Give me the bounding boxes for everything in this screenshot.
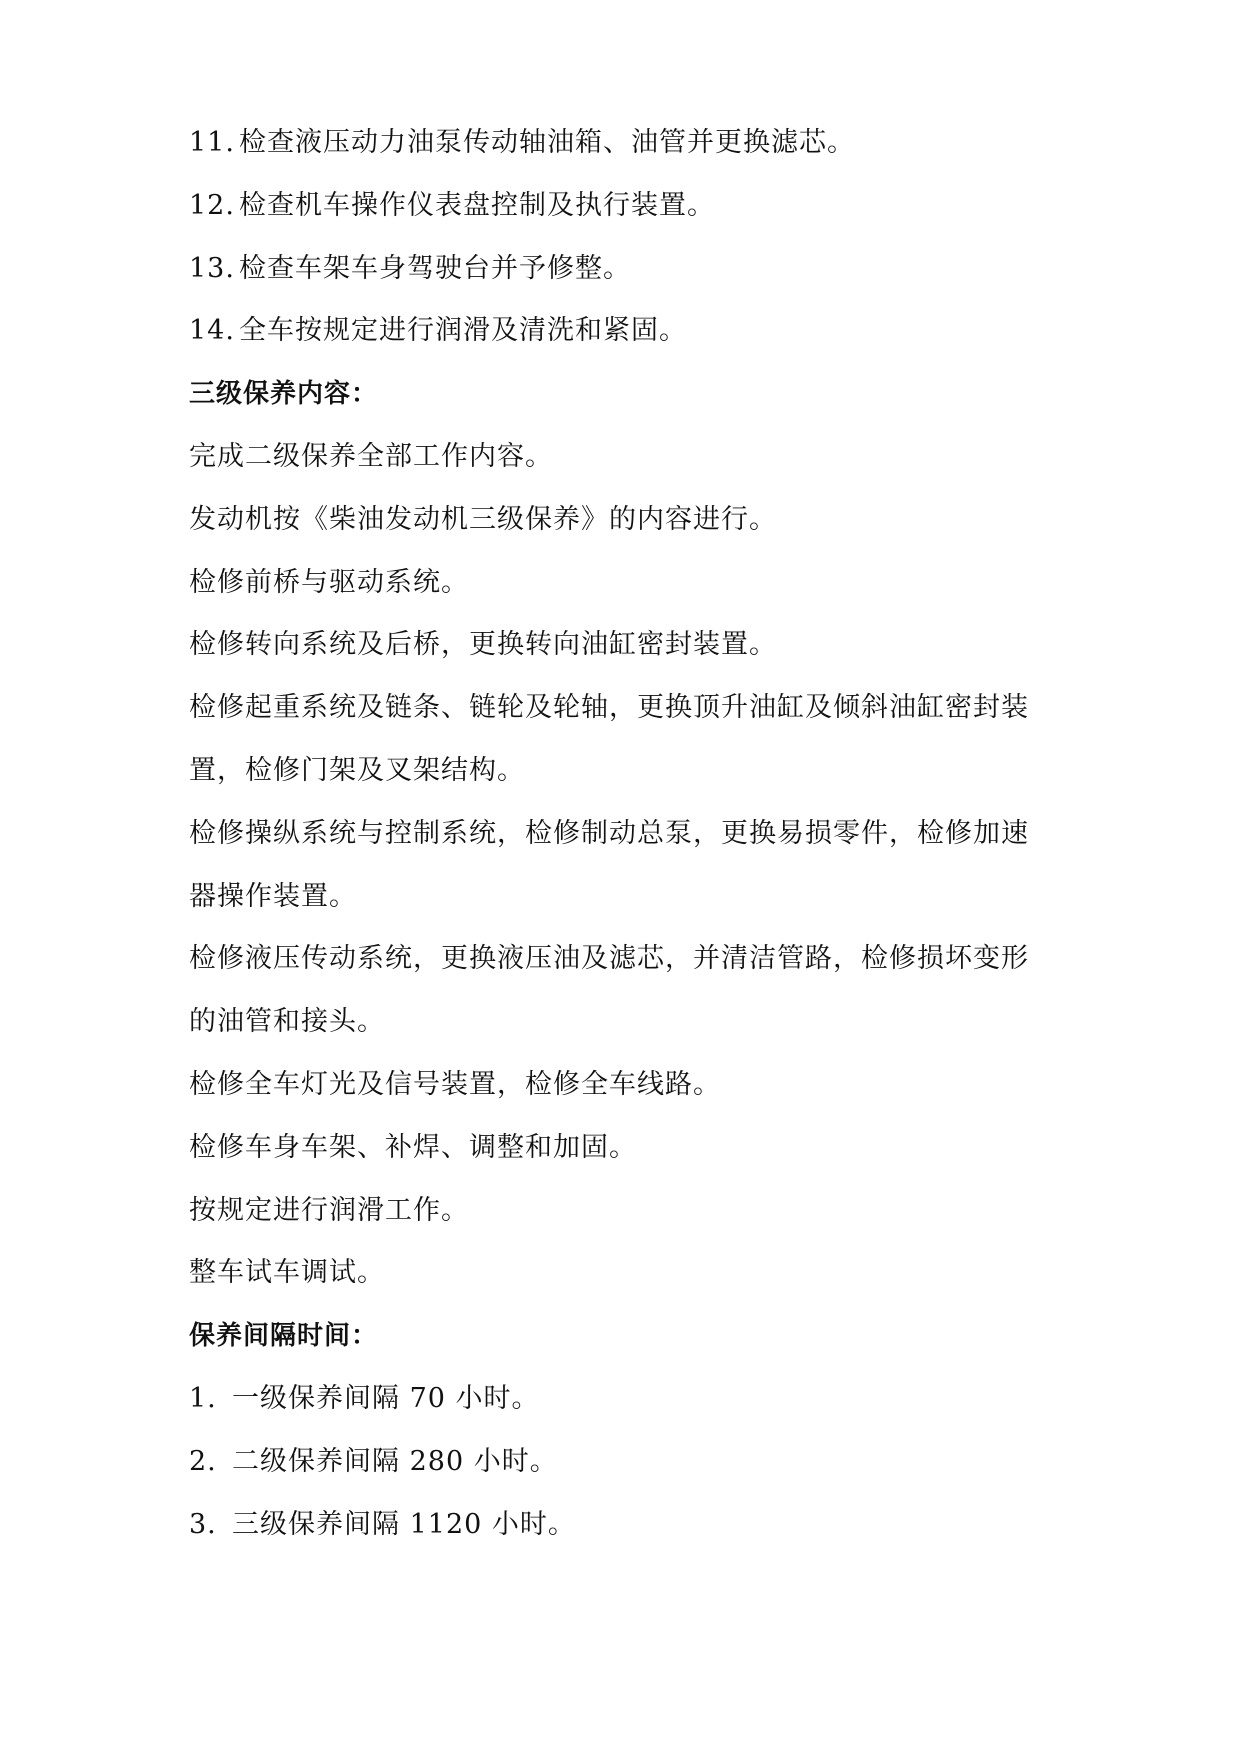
list-text: 检查车架车身驾驶台并予修整。 [238,252,631,284]
list-item-13 [189,238,1069,301]
list-item-14 [189,300,1069,363]
list-text: 检查机车操作仪表盘控制及执行装置。 [238,189,715,221]
paragraph-line: 检修全车灯光及信号装置，检修全车线路。 [189,1068,721,1100]
list-text: 全车按规定进行润滑及清洗和紧固。 [238,315,687,347]
paragraph-line: 发动机按《柴油发动机三级保养》的内容进行。 [189,503,777,535]
section-heading-level3: 三级保养内容： [189,379,379,410]
paragraph-line: 整车试车调试。 [189,1257,385,1289]
paragraph-line: 检修起重系统及链条、链轮及轮轴，更换顶升油缸及倾斜油缸密封装 [189,692,1029,724]
list-number: 3. [189,1508,217,1540]
list-text: 二级保养间隔 280 小时。 [232,1445,558,1477]
list-text: 检查液压动力油泵传动轴油箱、油管并更换滤芯。 [238,127,855,158]
list-item-12 [189,175,1069,238]
list-number: 1. [189,1382,217,1414]
paragraph-line: 按规定进行润滑工作。 [189,1194,469,1226]
list-number: 14. [189,315,235,347]
interval-item-2 [189,1431,1069,1494]
paragraph-line: 检修前桥与驱动系统。 [189,566,469,598]
list-text: 一级保养间隔 70 小时。 [232,1382,540,1414]
paragraph-line: 置，检修门架及叉架结构。 [189,754,525,786]
paragraph-line: 检修车身车架、补焊、调整和加固。 [189,1131,637,1163]
paragraph-line: 检修液压传动系统，更换液压油及滤芯，并清洁管路，检修损坏变形 [189,943,1029,975]
list-number: 11. [189,127,235,158]
paragraph-line: 的油管和接头。 [189,1006,385,1038]
paragraph-line: 完成二级保养全部工作内容。 [189,440,553,472]
paragraph-line: 器操作装置。 [189,880,357,912]
list-item-11 [189,112,1069,175]
list-text: 三级保养间隔 1120 小时。 [232,1508,576,1540]
document-body [189,112,1069,1556]
interval-item-3 [189,1494,1069,1557]
list-number: 13. [189,252,235,284]
interval-item-1 [189,1368,1069,1431]
paragraph-line: 检修操纵系统与控制系统，检修制动总泵，更换易损零件，检修加速 [189,817,1029,849]
section-heading-interval: 保养间隔时间： [189,1321,379,1352]
paragraph-line: 检修转向系统及后桥，更换转向油缸密封装置。 [189,629,777,661]
list-number: 2. [189,1445,217,1477]
list-number: 12. [189,189,235,221]
